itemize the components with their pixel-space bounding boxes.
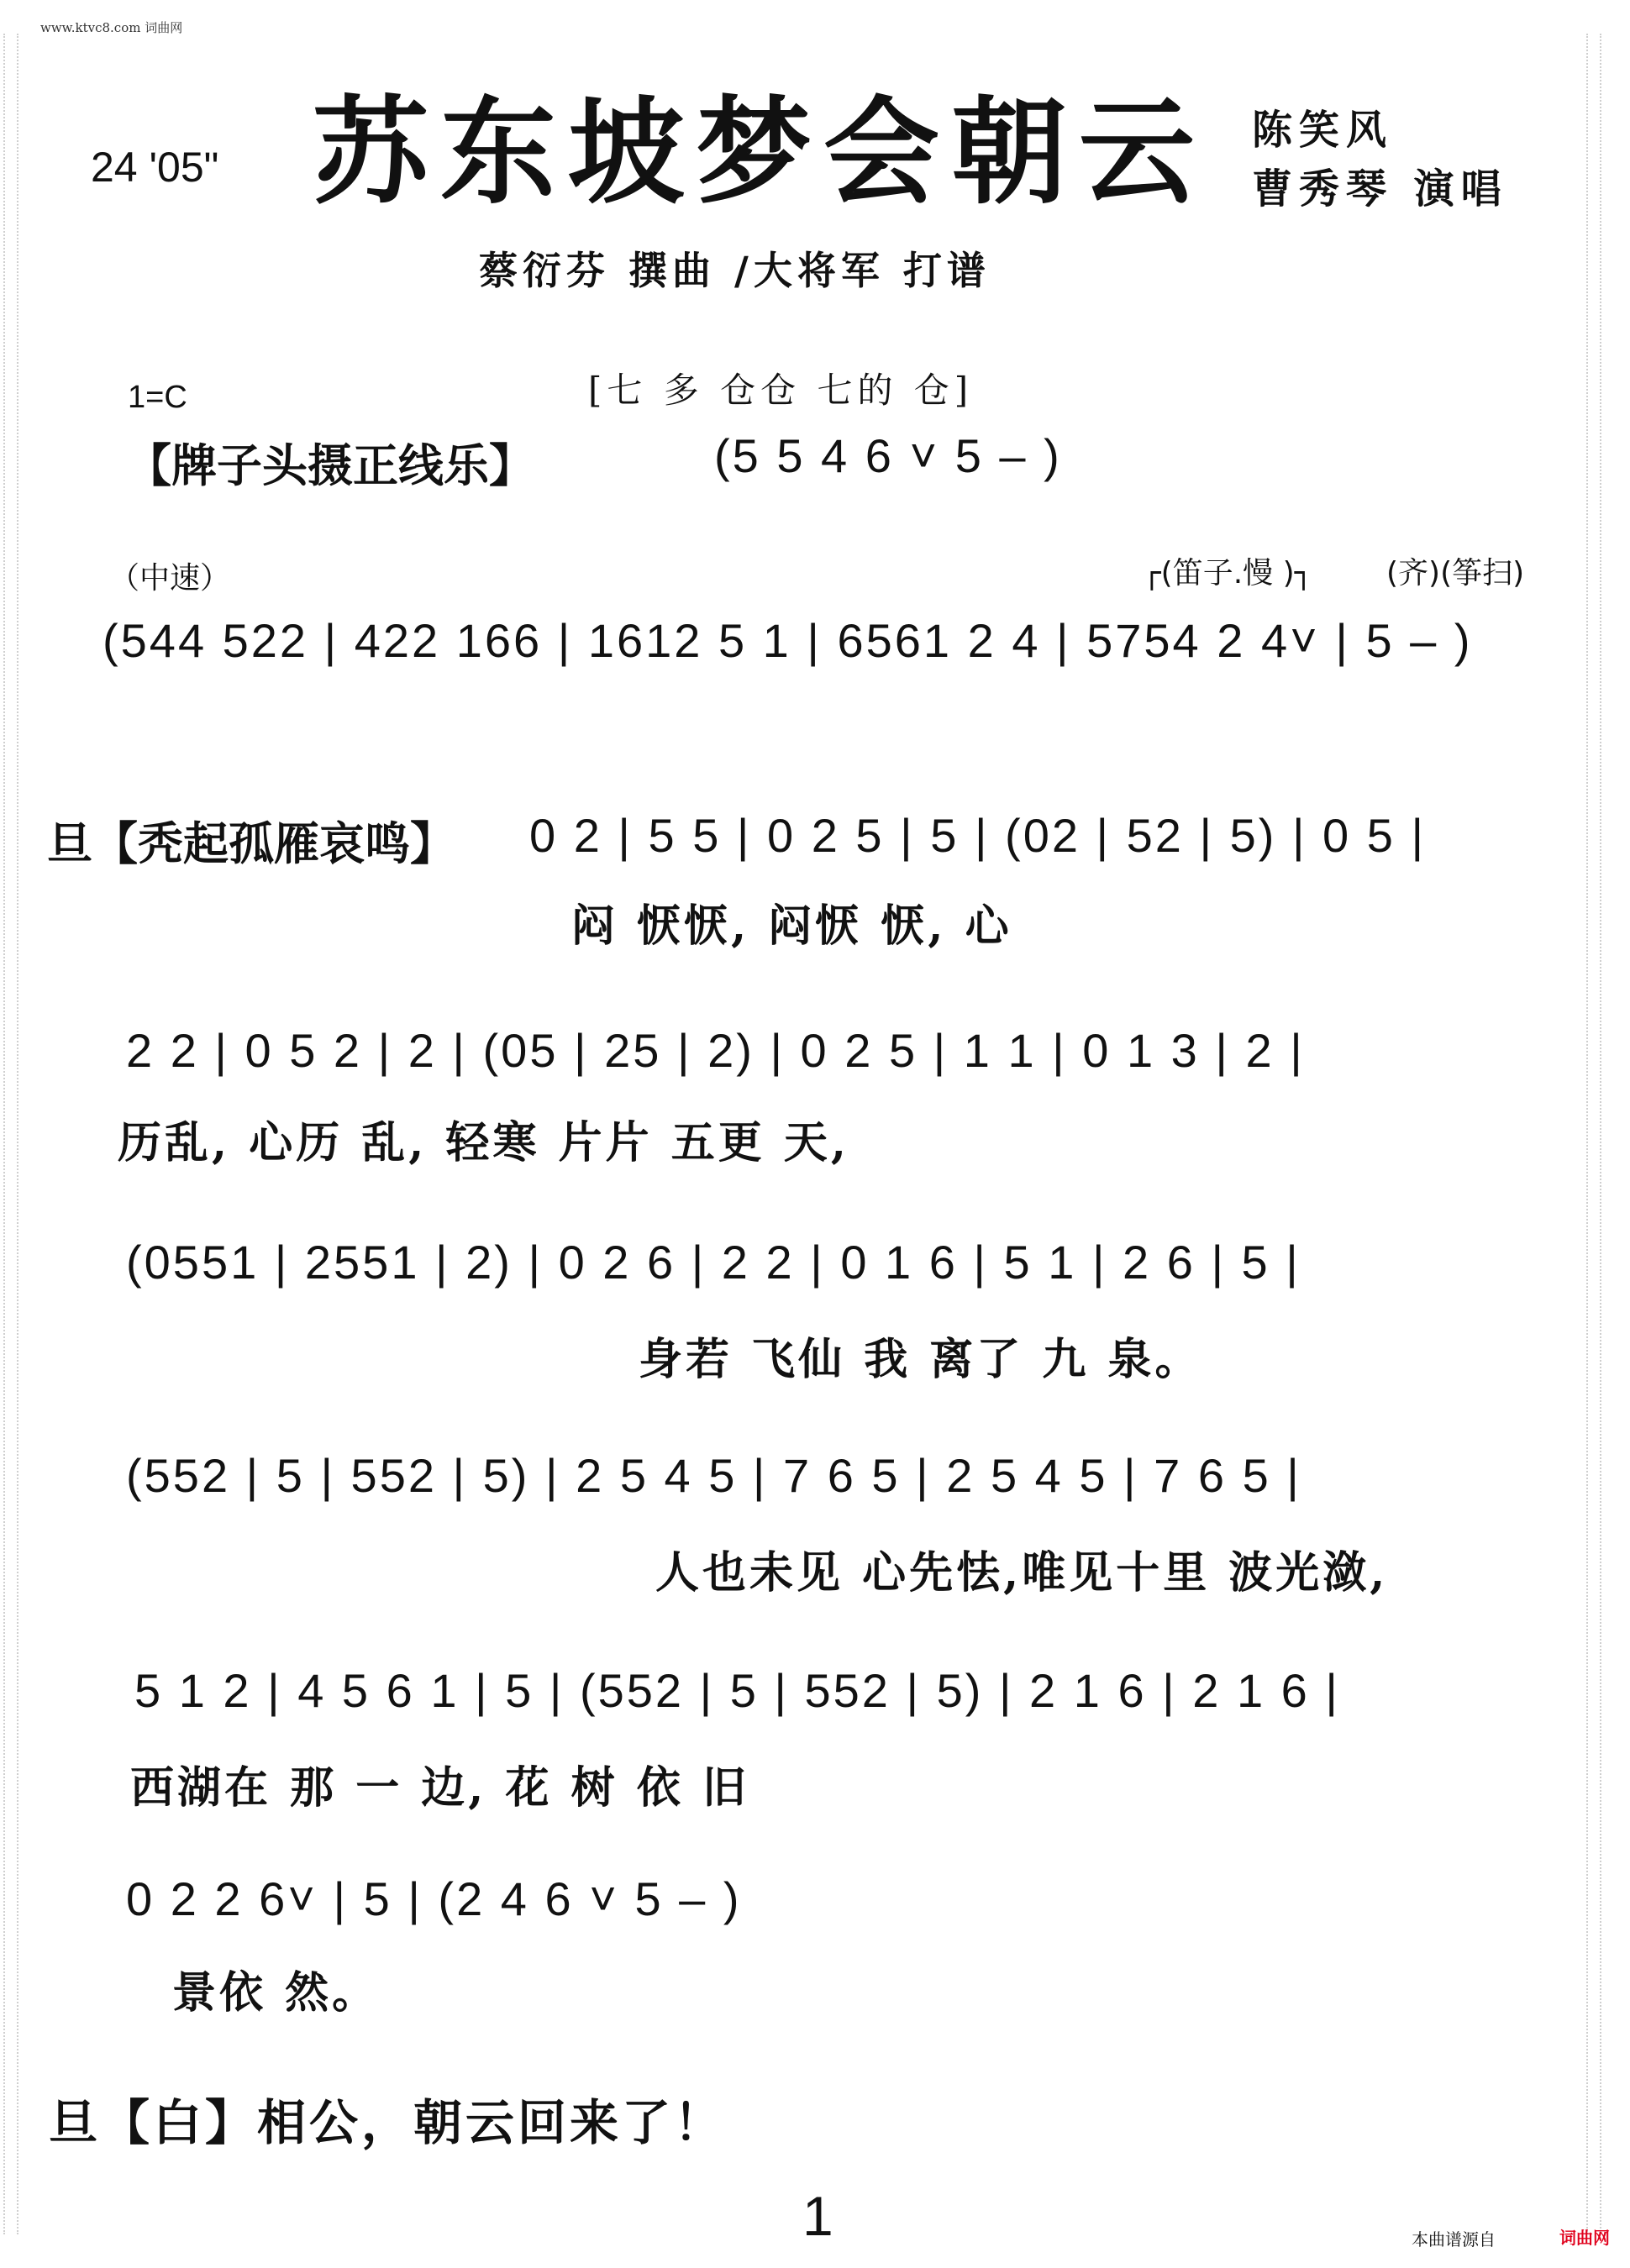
page-number: 1 (802, 2185, 833, 2247)
key-signature: 1=C (128, 380, 187, 415)
verse-line-6-notes: 0 2 2 6˅ | 5 | (2 4 6 ˅ 5 – ) (126, 1872, 742, 1925)
spoken-dialogue: 旦【白】相公，朝云回来了！ (49, 2094, 727, 2151)
verse-line-2-notes: 2 2 | 0 5 2 | 2 | (05 | 25 | 2) | 0 2 5 | 1 1 | 0 1 3 | 2 | (126, 1024, 1305, 1077)
verse-line-6-lyrics: 景依 然。 (172, 1967, 380, 2019)
verse-line-1-notes: 0 2 | 5 5 | 0 2 5 | 5 | (02 | 52 | 5) | 0 5 | (529, 809, 1427, 862)
verse-line-5-notes: 5 1 2 | 4 5 6 1 | 5 | (552 | 5 | 552 | 5) | 2 1 6 | 2 1 6 | (134, 1664, 1340, 1717)
verse-line-3-lyrics: 身若 飞仙 我 离了 九 泉。 (639, 1334, 1202, 1385)
prelude-notes: (544 522 | 422 166 | 1612 5 1 | 6561 2 4 | 5754 2 4˅ | 5 – ) (103, 614, 1473, 667)
tempo-mark: （中速） (109, 561, 231, 596)
site-watermark: www.ktvc8.com 词曲网 (40, 20, 183, 35)
verse-line-4-notes: (552 | 5 | 552 | 5) | 2 5 4 5 | 7 6 5 | 2 5 4 5 | 7 6 5 | (126, 1449, 1301, 1502)
flute-mark: ┌(笛子.慢 )┐ (1143, 556, 1313, 591)
verse-line-1-lyrics: 闷 恹恹, 闷恹 恹, 心 (571, 900, 1012, 952)
right-border-watermark (1586, 34, 1601, 2234)
together-mark: (齐)(筝扫) (1386, 556, 1525, 591)
percussion-line: [七 多 仓仓 七的 仓] (588, 370, 974, 411)
verse-section-title: 旦【秃起孤雁哀鸣】 (47, 817, 455, 870)
performer-2: 曹秀琴 演唱 (1252, 165, 1508, 213)
verse-line-2-lyrics: 历乱, 心历 乱, 轻寒 片片 五更 天, (118, 1117, 849, 1168)
composer-credit: 蔡衍芬 撰曲 /大将军 打谱 (479, 248, 991, 293)
left-border-watermark (3, 34, 18, 2234)
page-title: 苏东坡梦会朝云 (313, 83, 1207, 220)
intro-section-title: 【牌子头摄正线乐】 (126, 439, 534, 492)
duration: 24 '05" (91, 144, 219, 191)
brand-logo: 词曲网 (1559, 2228, 1610, 2248)
verse-line-5-lyrics: 西湖在 那 一 边, 花 树 依 旧 (130, 1762, 749, 1814)
performer-1: 陈笑风 (1252, 107, 1394, 154)
verse-line-3-notes: (0551 | 2551 | 2) | 0 2 6 | 2 2 | 0 1 6 | 5 1 | 2 6 | 5 | (126, 1236, 1301, 1289)
verse-line-4-lyrics: 人也未见 心先怯,唯见十里 波光潋, (655, 1547, 1389, 1599)
source-note: 本曲谱源自 (1412, 2229, 1496, 2250)
intro-notes: (5 5 4 6 ˅ 5 – ) (714, 429, 1062, 482)
